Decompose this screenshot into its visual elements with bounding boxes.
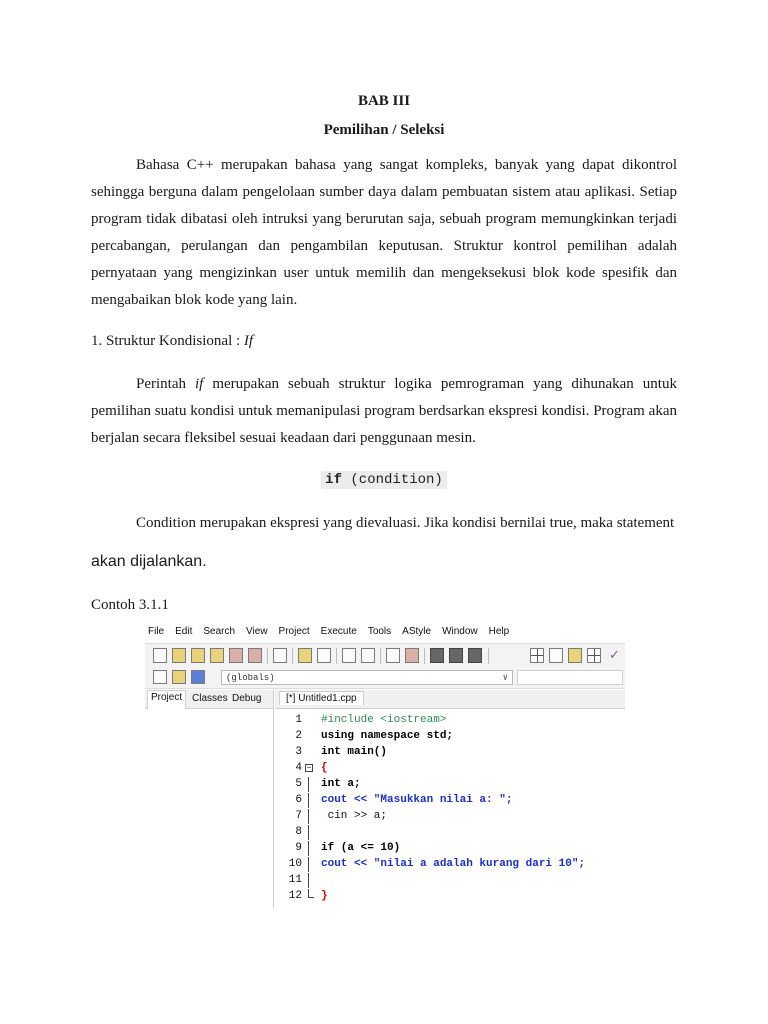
fold-guide [308, 825, 309, 840]
bookmark-icon[interactable] [468, 648, 482, 663]
code-line [321, 857, 585, 872]
left-panel [145, 690, 274, 908]
code-line-text: int main() [321, 746, 388, 758]
toolbar-separator [267, 648, 268, 664]
code-line [321, 777, 361, 792]
code-line [321, 841, 400, 856]
line-number: 1 [295, 714, 302, 726]
gutter-line [275, 857, 311, 872]
gutter-line [275, 873, 311, 888]
save-all-icon[interactable] [210, 648, 224, 663]
if-description-term: if [195, 376, 204, 392]
redo-icon[interactable] [317, 648, 331, 663]
chevron-down-icon: ∨ [502, 673, 508, 683]
check-icon[interactable]: ✓ [609, 647, 620, 662]
toolbar-separator [424, 648, 425, 664]
code-line-text: int a; [321, 778, 361, 790]
close-all-icon[interactable] [248, 648, 262, 663]
menu-tools[interactable]: Tools [367, 626, 392, 637]
if-description-rest: merupakan sebuah struktur logika pemrograman yang dihunakan untuk pemilihan suatu kondisi untuk memanipulasi program berdsarkan ekspresi kondisi. Program akan berjalan secara fleksibel sesuai keadaan dari penggunaan mesin. [91, 376, 677, 446]
page-subtitle: Pemilihan / Seleksi [323, 122, 445, 138]
open-file-icon[interactable] [172, 648, 186, 663]
menu-astyle[interactable]: AStyle [402, 626, 432, 637]
syntax-code [321, 471, 447, 489]
fold-guide [308, 857, 309, 872]
gutter-line [275, 729, 311, 744]
menu-file[interactable]: File [148, 626, 165, 637]
code-line-text: if (a <= 10) [321, 842, 401, 854]
code-line [321, 809, 387, 824]
if-description-paragraph [91, 371, 677, 452]
line-number: 10 [288, 858, 302, 870]
gutter-line [275, 809, 311, 824]
code-line [321, 793, 512, 808]
indent-icon[interactable] [386, 648, 400, 663]
line-number: 8 [295, 826, 302, 838]
tab-project[interactable]: Project [147, 690, 186, 709]
line-number: 12 [288, 890, 302, 902]
gutter-line [275, 745, 311, 760]
section-heading-term: If [243, 333, 254, 349]
fold-guide [308, 809, 309, 824]
code-line-text: cin >> a; [321, 810, 388, 822]
line-number: 2 [295, 730, 302, 742]
tab-untitled1-cpp[interactable]: [*] Untitled1.cpp [279, 691, 364, 705]
menu-edit[interactable]: Edit [175, 626, 193, 637]
code-line-text: #include <iostream> [321, 714, 447, 726]
menu-execute[interactable]: Execute [320, 626, 357, 637]
menu-window[interactable]: Window [442, 626, 478, 637]
code-line [321, 729, 453, 744]
save-icon[interactable] [191, 648, 205, 663]
code-line [321, 761, 328, 776]
line-number: 9 [295, 842, 302, 854]
fold-guide [308, 841, 309, 856]
main-toolbar [145, 643, 625, 669]
gutter-line [275, 777, 311, 792]
scope-dropdown-value: (globals) [226, 673, 275, 683]
tab-classes[interactable]: Classes [192, 693, 228, 704]
scope-dropdown[interactable] [221, 670, 513, 685]
code-editor[interactable] [275, 710, 625, 908]
run-icon[interactable] [549, 648, 563, 663]
condition-paragraph: Condition merupakan ekspresi yang dievaluasi. Jika kondisi bernilai true, maka statement [136, 515, 675, 531]
toolbar-separator [488, 648, 489, 664]
menu-search[interactable]: Search [203, 626, 236, 637]
example-label: Contoh 3.1.1 [91, 597, 169, 613]
forward-icon[interactable] [449, 648, 463, 663]
condition-paragraph-continued: akan dijalankan. [91, 553, 207, 570]
function-dropdown[interactable] [517, 670, 623, 685]
toolbar-separator [380, 648, 381, 664]
code-line [321, 745, 387, 760]
line-number: 3 [295, 746, 302, 758]
code-line-text: } [321, 890, 328, 902]
menu-bar [148, 626, 520, 642]
project-new-icon[interactable] [153, 670, 167, 684]
section-heading-prefix: 1. Struktur Kondisional : [91, 333, 244, 349]
find-icon[interactable] [342, 648, 356, 663]
undo-icon[interactable] [298, 648, 312, 663]
replace-icon[interactable] [361, 648, 375, 663]
fold-end-icon [308, 889, 314, 898]
secondary-toolbar [145, 668, 625, 689]
back-icon[interactable] [430, 648, 444, 663]
line-number: 6 [295, 794, 302, 806]
gutter-line [275, 841, 311, 856]
code-line-text: cout << "Masukkan nilai a: "; [321, 794, 513, 806]
intro-paragraph: Bahasa C++ merupakan bahasa yang sangat kompleks, banyak yang dapat dikontrol sehingga berguna dalam pengelolaan sumber daya dalam pembuatan sistem atau aplikasi. Setiap program tidak dibatasi oleh intruksi yang berurutan saja, sebuah program memungkinkan terjadi percabangan, perulangan dan pengambilan keputusan. Struktur kontrol pemilihan adalah pernyataan yang mengizinkan user untuk memilih dan mengeksekusi blok kode spesifik dan mengabaikan blok kode yang lain. [91, 157, 677, 308]
code-line-text: cout << "nilai a adalah kurang dari 10"; [321, 858, 586, 870]
gutter-line [275, 889, 311, 904]
code-line-text: { [321, 762, 328, 774]
menu-project[interactable]: Project [278, 626, 310, 637]
rebuild-icon[interactable] [587, 648, 601, 663]
unindent-icon[interactable] [405, 648, 419, 663]
compile-icon[interactable] [530, 648, 544, 663]
code-line [321, 713, 446, 728]
new-file-icon[interactable] [153, 648, 167, 663]
fold-collapse-icon[interactable]: − [306, 763, 312, 772]
toolbar-separator [292, 648, 293, 664]
fold-guide [308, 793, 309, 808]
if-description-start: Perintah [136, 376, 195, 392]
compile-run-icon[interactable] [568, 648, 582, 663]
page-title: BAB III [357, 93, 411, 109]
toolbar-separator [336, 648, 337, 664]
gutter-line [275, 825, 311, 840]
panel-tabs [145, 690, 273, 709]
fold-guide [308, 777, 309, 792]
code-line [321, 889, 328, 904]
line-number: 7 [295, 810, 302, 822]
line-number: 4 [295, 762, 302, 774]
gutter-line [275, 713, 311, 728]
project-options-icon[interactable] [191, 670, 205, 684]
close-file-icon[interactable] [229, 648, 243, 663]
print-icon[interactable] [273, 648, 287, 663]
ide-screenshot [145, 624, 625, 908]
menu-view[interactable]: View [246, 626, 268, 637]
line-number: 5 [295, 778, 302, 790]
code-line-text: using namespace std; [321, 730, 454, 742]
editor-tabbar [275, 690, 625, 709]
tab-debug[interactable]: Debug [232, 693, 262, 704]
section-heading [91, 333, 253, 350]
project-add-icon[interactable] [172, 670, 186, 684]
line-number: 11 [288, 874, 302, 886]
syntax-condition: (condition) [341, 472, 443, 488]
gutter-line [275, 761, 311, 776]
syntax-example [0, 470, 768, 489]
gutter-line [275, 793, 311, 808]
menu-help[interactable]: Help [488, 626, 510, 637]
fold-guide [308, 873, 309, 888]
syntax-keyword: if [325, 472, 342, 488]
